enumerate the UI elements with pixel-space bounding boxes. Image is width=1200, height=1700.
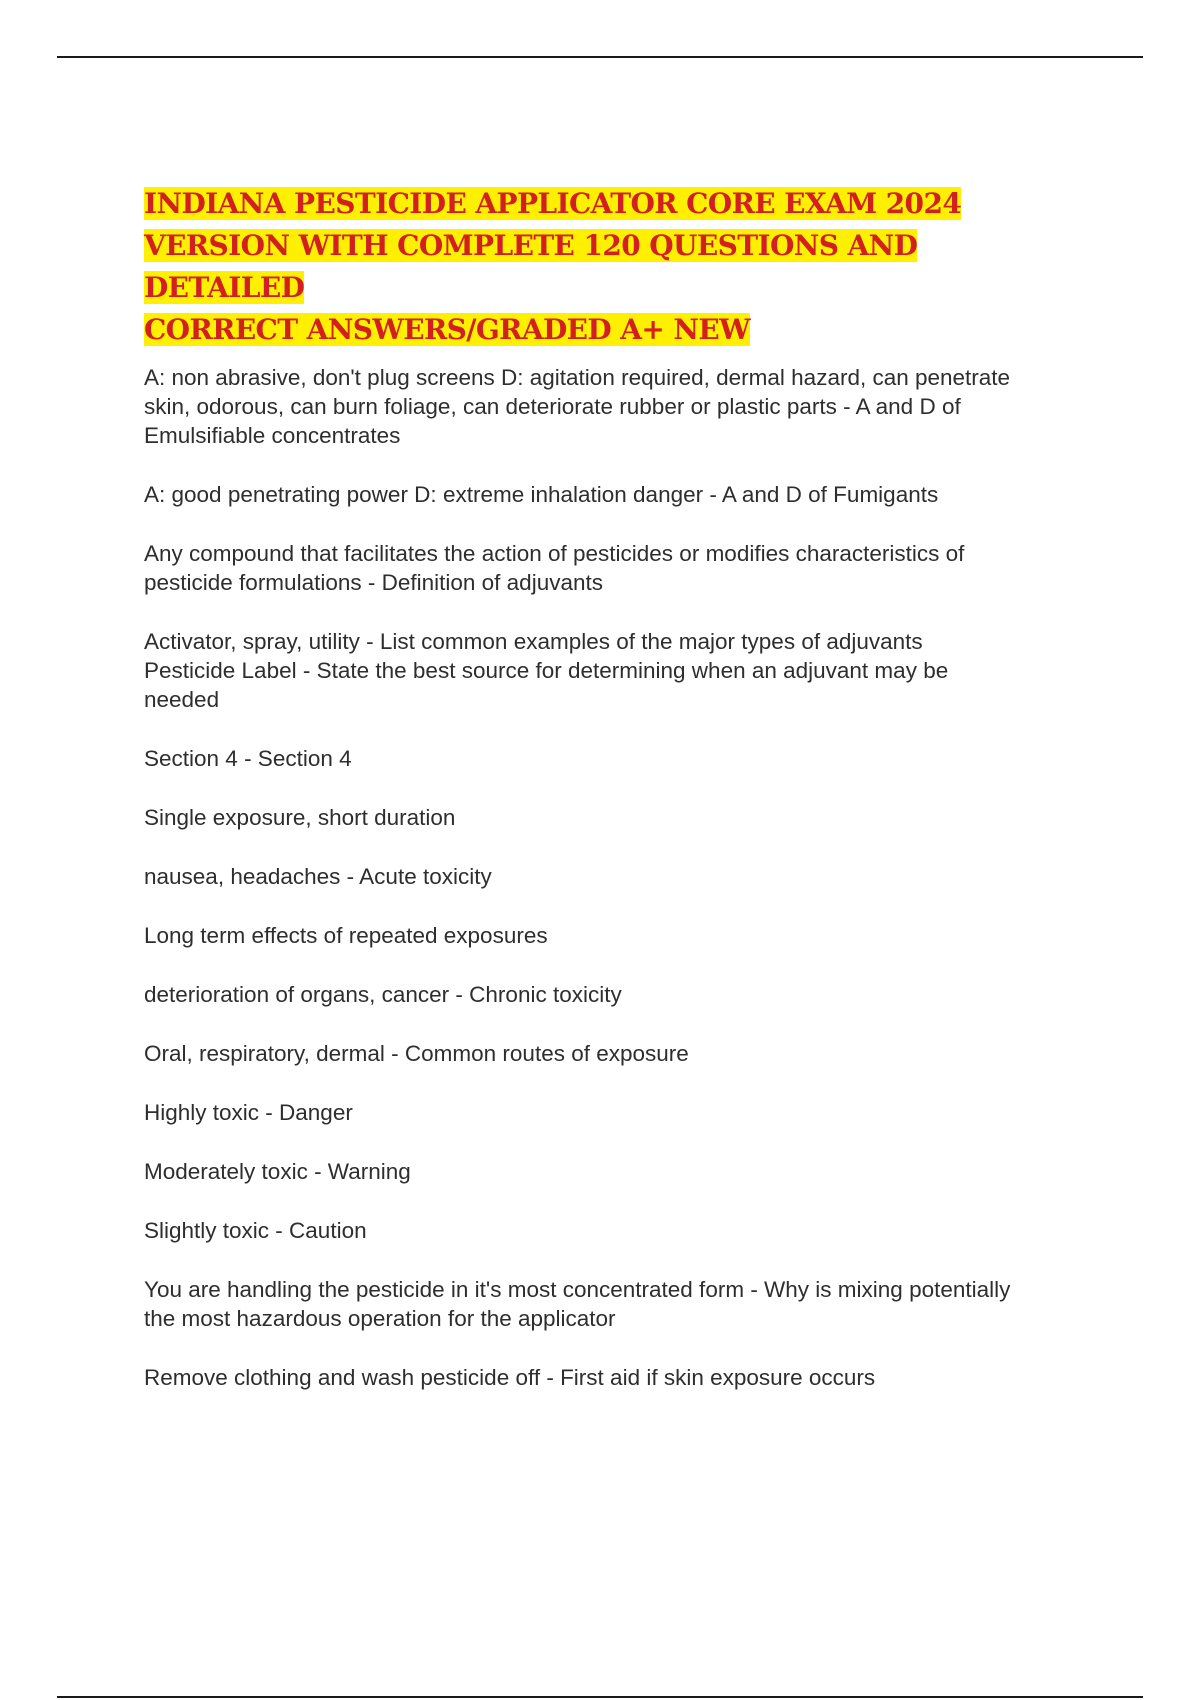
qa-entry: Slightly toxic - Caution — [144, 1218, 367, 1243]
qa-entry: Long term effects of repeated exposures — [144, 923, 548, 948]
title-line: VERSION WITH COMPLETE 120 QUESTIONS AND DETAILED — [144, 229, 918, 304]
qa-entry: Activator, spray, utility - List common examples of the major types of adjuvants Pesticide Label - State the best source for determining when an adjuvant may be needed — [144, 629, 949, 712]
title-line: CORRECT ANSWERS/GRADED A+ NEW — [144, 313, 750, 346]
top-divider — [57, 56, 1143, 58]
qa-entry: Section 4 - Section 4 — [144, 746, 352, 771]
qa-entry: Remove clothing and wash pesticide off - First aid if skin exposure occurs — [144, 1365, 876, 1390]
qa-entry: nausea, headaches - Acute toxicity — [144, 864, 492, 889]
qa-entry: Single exposure, short duration — [144, 805, 456, 830]
qa-entry: You are handling the pesticide in it's most concentrated form - Why is mixing potentially the most hazardous operation for the applicator — [144, 1277, 1011, 1331]
qa-entry: A: good penetrating power D: extreme inhalation danger - A and D of Fumigants — [144, 482, 939, 507]
bottom-divider — [57, 1696, 1143, 1698]
qa-entry: Highly toxic - Danger — [144, 1100, 353, 1125]
document-title — [144, 183, 1044, 351]
qa-entry: Moderately toxic - Warning — [144, 1159, 411, 1184]
qa-entry: A: non abrasive, don't plug screens D: agitation required, dermal hazard, can penetrate skin, odorous, can burn foliage, can deteriorate rubber or plastic parts - A and D of Emulsifiable concentrates — [144, 365, 1011, 448]
qa-entry: Oral, respiratory, dermal - Common routes of exposure — [144, 1041, 689, 1066]
qa-entry: deterioration of organs, cancer - Chronic toxicity — [144, 982, 622, 1007]
title-line: INDIANA PESTICIDE APPLICATOR CORE EXAM 2024 — [144, 187, 962, 220]
qa-entry: Any compound that facilitates the action of pesticides or modifies characteristics of pesticide formulations - Definition of adjuvants — [144, 541, 965, 595]
qa-entries — [144, 363, 1084, 1422]
